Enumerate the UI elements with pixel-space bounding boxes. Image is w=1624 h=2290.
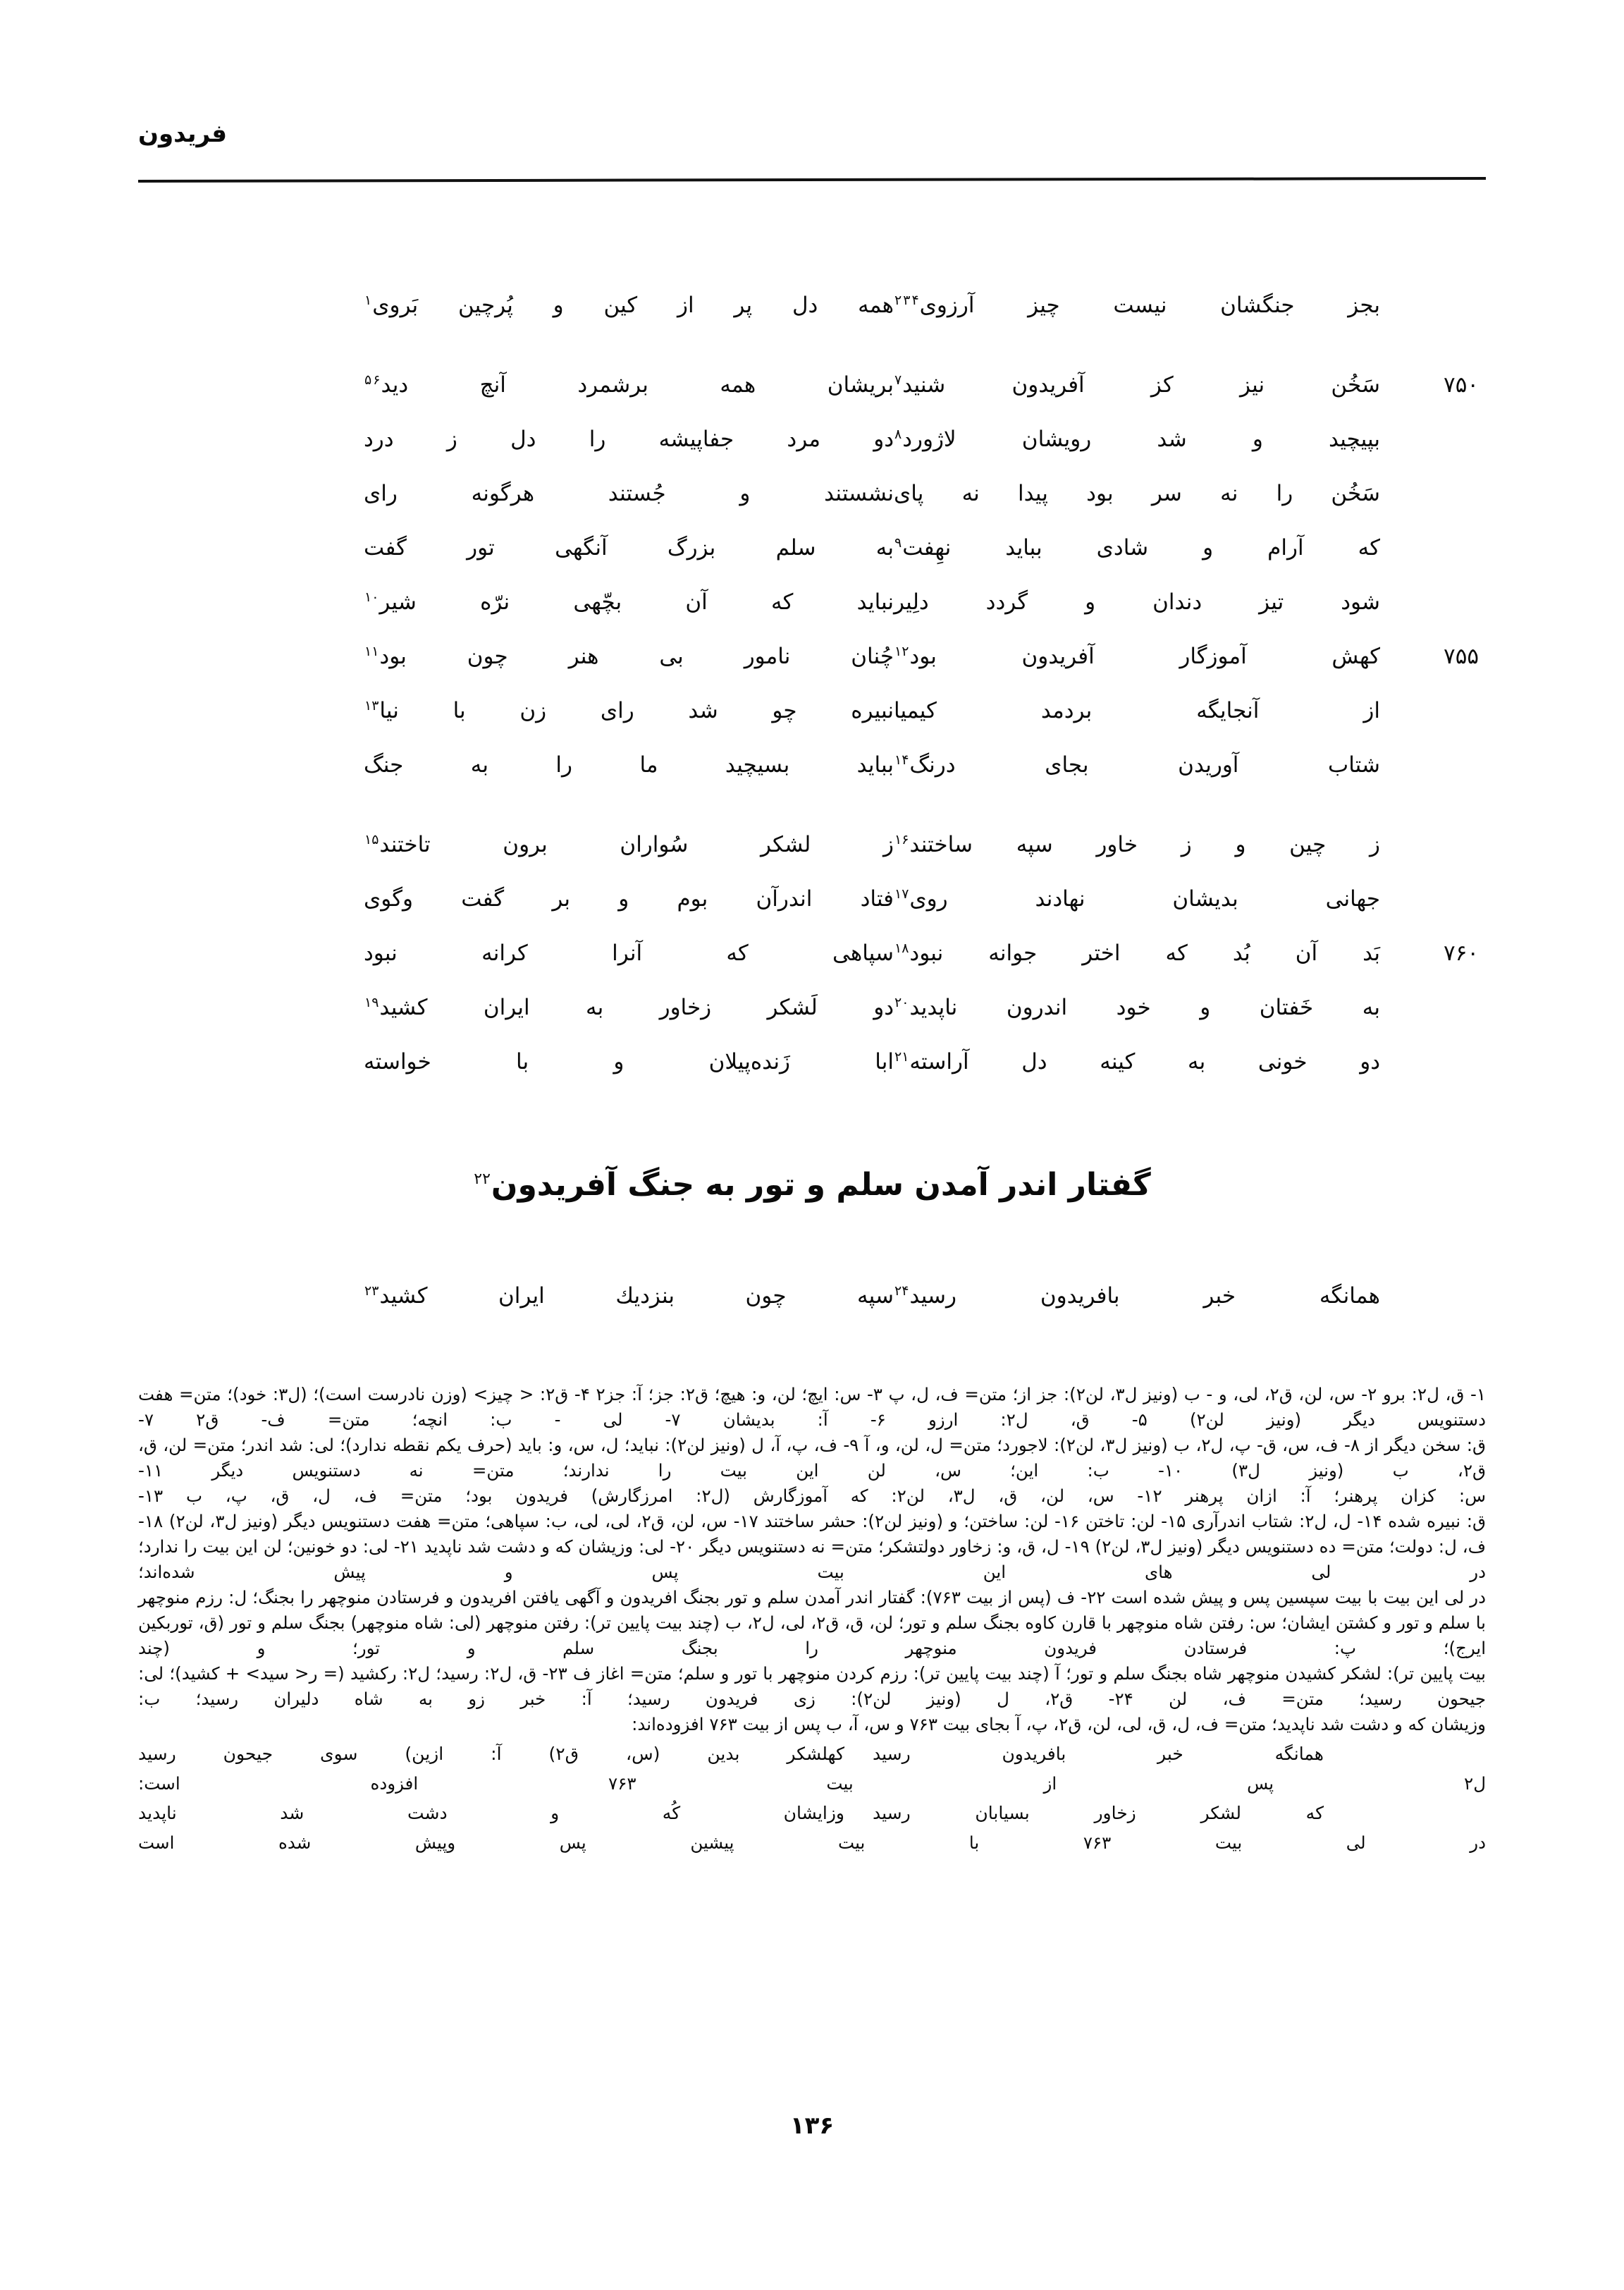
quoted-hemistich-right: همانگه خبر بافریدون رسید xyxy=(873,1744,1324,1764)
hemistich-text: سَخُن را نه سر بود پیدا نه پای xyxy=(894,481,1380,506)
running-head-title: فریدون xyxy=(138,120,227,148)
couplet-row xyxy=(138,412,1486,467)
footnote-marker: ۱ xyxy=(364,292,372,308)
hemistich-right xyxy=(345,521,894,575)
hemistich-text: شتاب آوریدن بجای درنگ$^{۱۴}$ xyxy=(894,752,1380,778)
quoted-hemistich-left: کهلشکر بدین (س، ق۲) آ: ازین) سوی جیحون رسید xyxy=(138,1744,844,1764)
apparatus-note: در لی بیت ۷۶۳ با بیت پیشین پس وپیش شده است xyxy=(138,1832,1486,1853)
apparatus-quoted-couplet xyxy=(138,1739,1486,1770)
hemistich-text: دو مرد جفاپیشه را دل ز درد xyxy=(364,427,894,452)
hemistich-right xyxy=(345,630,894,684)
hemistich-left xyxy=(894,1035,1401,1089)
hemistich-text: بریشان همه برشمرد آنچ دید$^۵$ $^۶$ xyxy=(364,372,894,398)
footnote-marker: ۱۴ xyxy=(894,752,909,768)
apparatus-note: ل۲ پس از بیت ۷۶۳ افزوده است: xyxy=(138,1773,1486,1794)
footnote-marker: ۵ xyxy=(364,372,372,388)
apparatus-line: وزیشان که و دشت شد ناپدید؛ متن= ف، ل، ق، لی، لن، ق۲، پ، آ بجای بیت ۷۶۳ و س، آ، ب پس از بیت ۷۶۳ افزوده‌اند: xyxy=(632,1714,1486,1734)
hemistich-text: به سلم بزرگ آنگهی تور گفت xyxy=(364,535,894,561)
couplet-row xyxy=(138,278,1486,333)
couplet-row xyxy=(138,1269,1486,1323)
bayt-number: ۷۶۰ xyxy=(1444,941,1479,966)
couplet-row xyxy=(138,630,1486,684)
hemistich-text: ز لشکر سُواران برون تاختند$^{۱۵}$ xyxy=(364,831,894,857)
hemistich-right xyxy=(345,1035,894,1089)
hemistich-text: شود تیز دندان و گردد دلِیر xyxy=(894,589,1380,615)
couplet-row xyxy=(138,872,1486,926)
hemistich-text: نشستند و جُستند هرگونه رای xyxy=(364,481,894,506)
footnote-marker: ۳ xyxy=(903,292,911,308)
footnote-marker: ۹ xyxy=(894,534,902,551)
apparatus-line: ۱- ق، ل۲: برو ۲- س، لن، ق۲، لی، و - ب (ونیز ل۳، لن۲): جز از؛ متن= ف، ل، پ ۳- س: ایچ؛ لن، و: هیچ؛ ق۲: جز؛ آ: جز۲ ۴- ق۲: < چیز> (وزن نادرست است)؛ (ل۳: خود)؛ متن= هفت دستنویس دیگر (ونیز لن۲) ۵- ق، ل۲: ارزو ۶- آ: بدیشان ۷- لی - ب: انچه؛ متن= ف- ق۲ ۷- xyxy=(138,1384,1486,1430)
couplet-row xyxy=(138,926,1486,981)
couplet-row xyxy=(138,684,1486,738)
footnote-marker: ۱۱ xyxy=(364,643,379,659)
apparatus-line: س: کزان پرهنر؛ آ: ازان پرهنر ۱۲- س، لن، ق، ل۳، لن۲: که آموزگارش (ل۲: امرزگارش) فریدون بود؛ متن= ف، ل، ق، پ، ب ۱۳- xyxy=(138,1486,1487,1506)
hemistich-text: جهانی بدیشان نهادند روی$^{۱۷}$ xyxy=(894,886,1380,912)
footnote-marker: ۸ xyxy=(894,426,902,442)
apparatus-quoted-couplet xyxy=(138,1798,1486,1829)
hemistich-left xyxy=(894,1269,1401,1323)
couplet-row xyxy=(138,981,1486,1035)
hemistich-left xyxy=(894,684,1401,738)
hemistich-text: که آرام و شادی بباید نهِفت$^۹$ xyxy=(894,534,1380,561)
footnote-marker: ۴ xyxy=(911,292,919,308)
verse-block xyxy=(138,278,1486,1089)
hemistich-right xyxy=(345,1269,894,1323)
footnote-marker: ۲۱ xyxy=(894,1048,909,1065)
couplet-row xyxy=(138,738,1486,792)
footnote-marker: ۲ xyxy=(894,292,902,308)
hemistich-left xyxy=(894,981,1401,1035)
hemistich-left xyxy=(894,575,1401,630)
footnote-marker: ۱۳ xyxy=(364,697,379,714)
hemistich-right xyxy=(345,926,894,981)
hemistich-text: به خَفتان و خود اندرون ناپدید$^{۲۰}$ xyxy=(894,994,1380,1020)
section-heading-text: گفتار اندر آمدن سلم و تور به جنگ آفریدون xyxy=(491,1167,1151,1203)
hemistich-right xyxy=(345,684,894,738)
hemistich-right xyxy=(345,467,894,521)
hemistich-right xyxy=(345,818,894,872)
footnote-marker: ۱۶ xyxy=(894,831,909,847)
hemistich-text: نباید که آن بچّهی نرّه شیر$^{۱۰}$ xyxy=(364,589,894,615)
hemistich-text: فتاد اندرآن بوم و بر گفت وگوی xyxy=(364,886,894,912)
hemistich-left xyxy=(894,412,1401,467)
footnote-marker: ۲۰ xyxy=(894,994,909,1010)
couplet-row xyxy=(138,818,1486,872)
hemistich-text: سپه چون بنزدیك ایران کشید$^{۲۳}$ xyxy=(364,1282,894,1309)
footnote-marker: ۶ xyxy=(373,372,381,388)
hemistich-text: دو لَشکر زخاور به ایران کشید$^{۱۹}$ xyxy=(364,994,894,1020)
section-heading xyxy=(138,1167,1486,1203)
hemistich-left xyxy=(894,630,1401,684)
hemistich-left xyxy=(894,521,1401,575)
hemistich-right xyxy=(345,575,894,630)
hemistich-right xyxy=(345,981,894,1035)
hemistich-text: بَد آن بُد که اختر جوانه نبود$^{۱۸}$ xyxy=(894,940,1380,966)
hemistich-left xyxy=(894,278,1401,333)
couplet-row xyxy=(138,575,1486,630)
hemistich-left xyxy=(894,467,1401,521)
couplet-row xyxy=(138,358,1486,412)
hemistich-text: ز چین و ز خاور سپه ساختند$^{۱۶}$ xyxy=(894,831,1380,857)
quoted-hemistich-left: وزایشان کُه و دشت شد ناپدید xyxy=(138,1803,844,1823)
quoted-hemistich-right: که لشکر زخاور بسیابان رسید xyxy=(873,1803,1324,1823)
hemistich-right xyxy=(345,412,894,467)
couplet-row xyxy=(138,467,1486,521)
footnote-marker: ۲۳ xyxy=(364,1282,379,1299)
hemistich-text: بباید بسیچید ما را به جنگ xyxy=(364,752,894,778)
critical-apparatus xyxy=(138,1382,1486,1856)
post-heading-verse xyxy=(138,1269,1486,1323)
header-rule xyxy=(138,177,1486,183)
hemistich-left xyxy=(894,926,1401,981)
bayt-number: ۷۵۵ xyxy=(1444,644,1479,669)
hemistich-left xyxy=(894,818,1401,872)
hemistich-text: نبیره چو شد رای زن با نیا$^{۱۳}$ xyxy=(364,697,894,723)
apparatus-line: ق: نبیره شده ۱۴- ل، ل۲: شتاب اندرآری ۱۵- لن: تاختن ۱۶- لن: ساختن؛ و (ونیز لن۲): حشر ساختند ۱۷- س، لن، ق۲، لی، لی، ب: سپاهی؛ متن= هفت دستنویس دیگر (ونیز ل۳، لن۲) ۱۸- ف، ل: دولت؛ متن= ده دستنویس دیگر (ونیز ل۳، لن۲) ۱۹- ل، ق، و: زخاور دولتشکر؛ متن= نه دستنویس دیگر ۲۰- لی: وزیشان که و دشت شد ناپدید ۲۱- لی: دو خونین؛ لن این بیت را ندارد؛ در لی های این بیت پس و پیش شده‌اند؛ xyxy=(138,1511,1487,1582)
hemistich-text: سپاهی که آنرا کرانه نبود xyxy=(364,941,894,966)
bayt-number: ۷۵۰ xyxy=(1444,372,1479,398)
hemistich-left xyxy=(894,738,1401,792)
footnote-marker: ۱۹ xyxy=(364,994,379,1010)
running-head xyxy=(138,120,1486,148)
hemistich-text: چُنان نامور بی هنر چون بود$^{۱۱}$ xyxy=(364,643,894,669)
hemistich-text: همانگه خبر بافریدون رسید$^{۲۴}$ xyxy=(894,1282,1380,1309)
hemistich-text: دو خونی به کینه دل آراسته$^{۲۱}$ xyxy=(894,1048,1380,1074)
footnote-marker: ۱۰ xyxy=(364,589,379,605)
hemistich-text: بپیچید و شد رویشان لاژورد$^۸$ xyxy=(894,426,1380,452)
hemistich-text: از آنجایگه بردمد کیمیا xyxy=(894,698,1380,723)
hemistich-text: کهش آموزگار آفریدون بود$^{۱۲}$ xyxy=(894,643,1380,669)
footnote-marker: ۲۴ xyxy=(894,1282,909,1299)
hemistich-right xyxy=(345,278,894,333)
hemistich-right xyxy=(345,358,894,412)
footnote-marker: ۱۲ xyxy=(894,643,909,659)
footnote-marker: ۲۲ xyxy=(474,1170,491,1189)
apparatus-line: در لی این بیت با بیت سپسین پس و پیش شده است ۲۲- ف (پس از بیت ۷۶۳): گفتار اندر آمدن سلم و تور بجنگ افریدون و آگهی یافتن افریدون و فرستادن منوچهر را بجنگ؛ ل: رزم منوچهر با سلم و تور و کشتن ایشان؛ س: رفتن شاه منوچهر با قارن کاوه بجنگ سلم و تور؛ لن، ق، ق۲، لی، ل۲، ب (چند بیت پایین تر): رفتن منوچهر (لی: شاه منوچهر) بجنگ سلم و تور (ق، توربکین ایرج)؛ پ: فرستادن فریدون منوچهر را بجنگ سلم و تور؛ و (چند xyxy=(138,1587,1487,1658)
hemistich-text: ابا زَنده‌پیلان و با خواسته xyxy=(364,1049,894,1074)
hemistich-right xyxy=(345,872,894,926)
hemistich-text: همه دل پر از کین و پُرچین بَروی$^۱$ xyxy=(364,292,894,318)
footnote-marker: ۱۷ xyxy=(894,886,909,902)
couplet-row xyxy=(138,521,1486,575)
footnote-marker: ۱۵ xyxy=(364,831,379,847)
page-number: ۱۳۶ xyxy=(789,2112,835,2140)
hemistich-text: بجز جنگشان نیست چیز آرزوی$^۲$ $^۳$ $^۴$ xyxy=(894,292,1380,318)
hemistich-text: سَخُن نیز کز آفریدون شنید$^۷$ xyxy=(894,372,1380,398)
hemistich-right xyxy=(345,738,894,792)
footnote-marker: ۱۸ xyxy=(894,940,909,956)
footnote-marker: ۷ xyxy=(894,372,902,388)
couplet-row xyxy=(138,1035,1486,1089)
hemistich-left xyxy=(894,872,1401,926)
apparatus-line: ق: سخن دیگر از ۸- ف، س، ق- پ، ل۲، ب (ونیز ل۳، لن۲): لاجورد؛ متن= ل، لن، و، آ ۹- ف، پ، آ، ل (ونیز لن۲): نباید؛ ل، س، و: باید (حرف یکم نقطه ندارد)؛ لی: شد اندر؛ متن= لن، ق، ق۲، ب (ونیز ل۳) ۱۰- ب: این؛ س، لن این بیت را ندارند؛ متن= نه دستنویس دیگر ۱۱- xyxy=(138,1435,1486,1481)
hemistich-left xyxy=(894,358,1401,412)
apparatus-line: بیت پایین تر): لشکر کشیدن منوچهر شاه بجنگ سلم و تور؛ آ (چند بیت پایین تر): رزم کردن منوچهر با تور و سلم؛ متن= اغاز ف ۲۳- ق، ل۲: رسید؛ ل۲: رکشید (= ر< سید> + کشید)؛ لی: جیحون رسید؛ متن= ف، لن ۲۴- ق۲، ل (ونیز لن۲): زی فریدون رسید؛ آ: خبر زو به شاه دلیران رسید؛ ب: xyxy=(138,1663,1486,1709)
